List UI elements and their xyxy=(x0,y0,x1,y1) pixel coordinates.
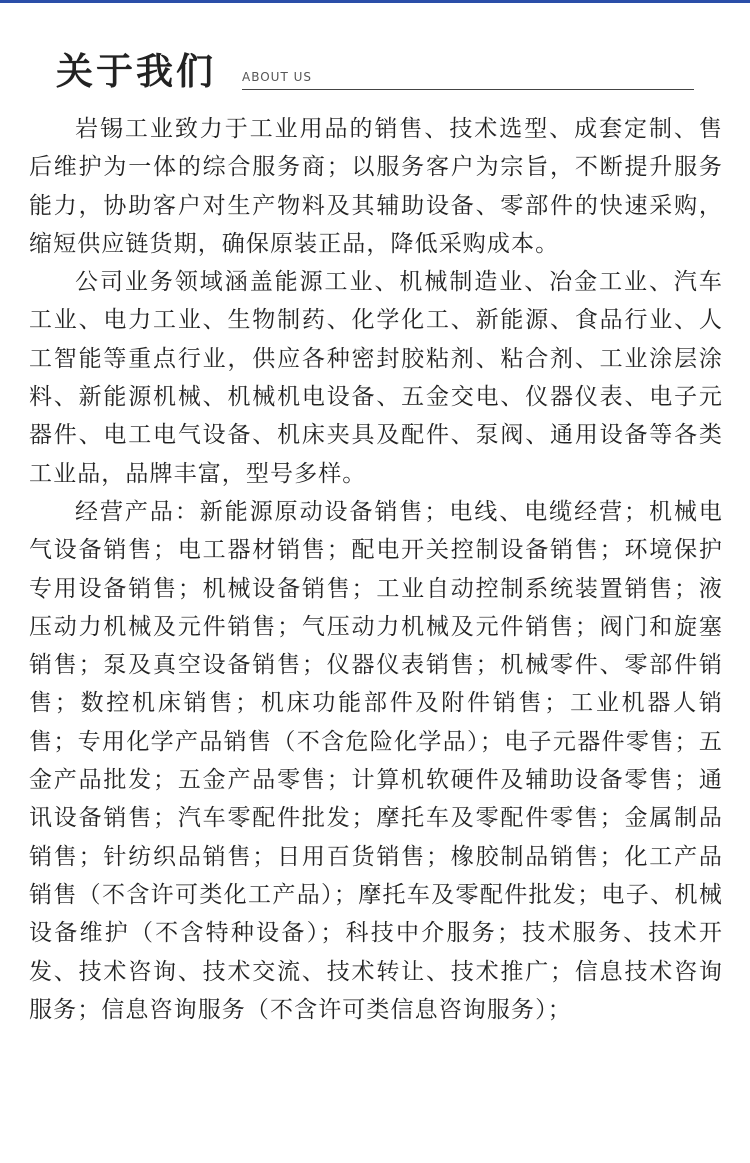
about-content xyxy=(29,110,723,1163)
top-accent-bar xyxy=(0,0,750,3)
page-subtitle-en: ABOUT US xyxy=(242,70,313,84)
title-divider xyxy=(242,89,694,90)
section-header xyxy=(56,50,696,96)
business-scope-paragraph: 公司业务领域涵盖能源工业、机械制造业、冶金工业、汽车工业、电力工业、生物制药、化学化工、新能源、食品行业、人工智能等重点行业，供应各种密封胶粘剂、粘合剂、工业涂层涂料、新能源机械、机械机电设备、五金交电、仪器仪表、电子元器件、电工电气设备、机床夹具及配件、泵阀、通用设备等各类工业品，品牌丰富，型号多样。 xyxy=(29,269,723,487)
products-paragraph: 经营产品：新能源原动设备销售；电线、电缆经营；机械电气设备销售；电工器材销售；配电开关控制设备销售；环境保护专用设备销售；机械设备销售；工业自动控制系统装置销售；液压动力机械及元件销售；气压动力机械及元件销售；阀门和旋塞销售；泵及真空设备销售；仪器仪表销售；机械零件、零部件销售；数控机床销售；机床功能部件及附件销售；工业机器人销售；专用化学产品销售（不含危险化学品）；电子元器件零售；五金产品批发；五金产品零售；计算机软硬件及辅助设备零售；通讯设备销售；汽车零配件批发；摩托车及零配件零售；金属制品销售；针纺织品销售；日用百货销售；橡胶制品销售；化工产品销售（不含许可类化工产品）；摩托车及零配件批发；电子、机械设备维护（不含特种设备）；科技中介服务；技术服务、技术开发、技术咨询、技术交流、技术转让、技术推广；信息技术咨询服务；信息咨询服务（不含许可类信息咨询服务）； xyxy=(29,498,723,1023)
page-title: 关于我们 xyxy=(56,50,216,93)
intro-paragraph: 岩锡工业致力于工业用品的销售、技术选型、成套定制、售后维护为一体的综合服务商；以服务客户为宗旨，不断提升服务能力，协助客户对生产物料及其辅助设备、零部件的快速采购，缩短供应链货期，确保原装正品，降低采购成本。 xyxy=(29,116,723,257)
